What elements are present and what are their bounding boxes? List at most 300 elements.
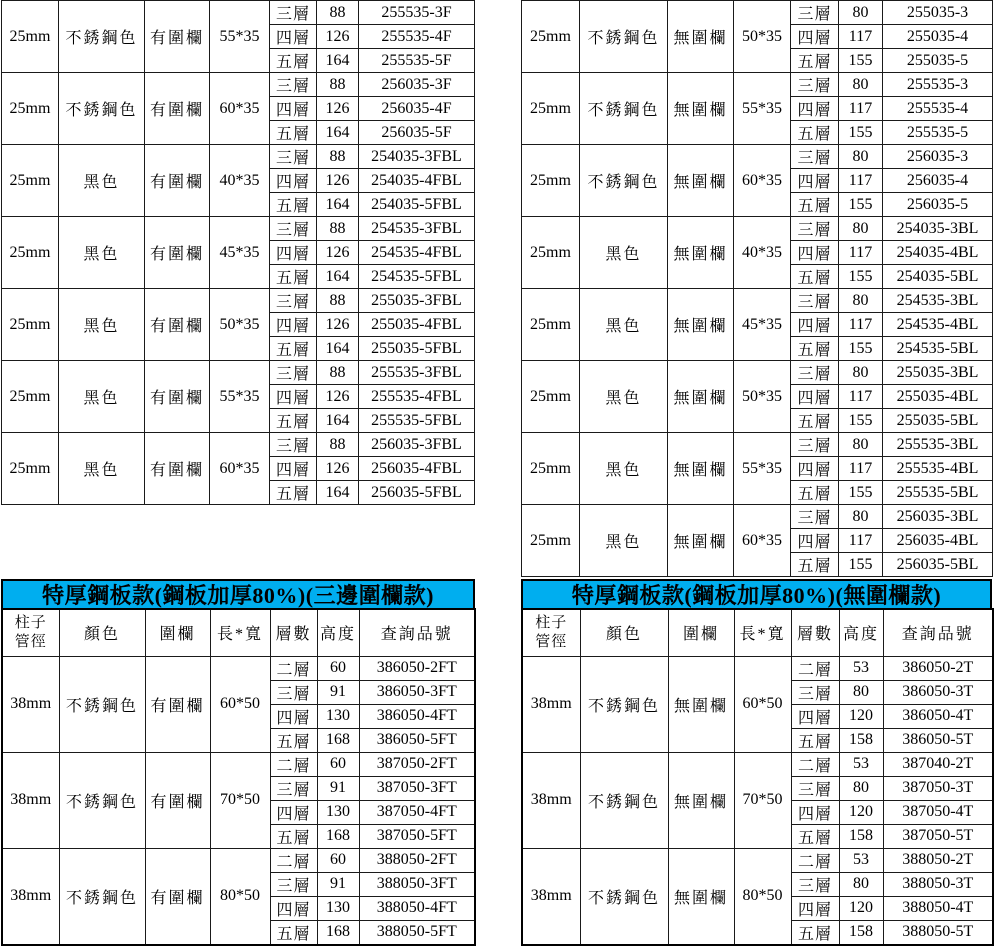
cell-height: 126 xyxy=(317,97,359,121)
col-header-pipe-diameter-line: 管徑 xyxy=(14,633,47,650)
cell-height: 126 xyxy=(317,25,359,49)
cell-pipe-diameter: 38mm xyxy=(522,656,580,752)
cell-pipe-diameter: 25mm xyxy=(2,73,59,145)
cell-height: 155 xyxy=(839,481,883,505)
cell-layer: 五層 xyxy=(270,337,317,361)
cell-pipe-diameter: 25mm xyxy=(522,289,580,361)
cell-height: 130 xyxy=(317,800,359,824)
cell-color: 不銹鋼色 xyxy=(580,848,668,945)
cell-code: 255035-4 xyxy=(883,25,993,49)
cell-layer: 二層 xyxy=(791,848,839,872)
col-header-pipe-diameter xyxy=(2,609,59,656)
cell-code: 255035-4FBL xyxy=(359,313,475,337)
cell-height: 155 xyxy=(839,265,883,289)
cell-layer: 四層 xyxy=(270,241,317,265)
table-row xyxy=(2,752,475,776)
cell-height: 117 xyxy=(839,241,883,265)
cell-size: 60*35 xyxy=(734,505,791,577)
cell-color: 不銹鋼色 xyxy=(59,73,145,145)
cell-height: 164 xyxy=(317,193,359,217)
cell-fence: 無圍欄 xyxy=(668,848,734,945)
cell-pipe-diameter: 25mm xyxy=(522,1,580,73)
cell-layer: 四層 xyxy=(270,313,317,337)
cell-code: 256035-3F xyxy=(359,73,475,97)
cell-fence: 無圍欄 xyxy=(668,505,734,577)
cell-size: 70*50 xyxy=(210,752,270,848)
cell-code: 255535-3 xyxy=(883,73,993,97)
cell-size: 60*50 xyxy=(734,656,791,752)
cell-height: 80 xyxy=(839,145,883,169)
cell-height: 120 xyxy=(839,896,883,920)
cell-height: 164 xyxy=(317,481,359,505)
table-row xyxy=(522,505,993,529)
cell-code: 255535-5FBL xyxy=(359,409,475,433)
cell-layer: 三層 xyxy=(270,145,317,169)
cell-layer: 三層 xyxy=(270,289,317,313)
cell-layer: 五層 xyxy=(270,409,317,433)
cell-layer: 三層 xyxy=(791,289,839,313)
table-row xyxy=(522,361,993,385)
cell-size: 80*50 xyxy=(734,848,791,945)
cell-code: 255035-3BL xyxy=(883,361,993,385)
cell-code: 256035-5BL xyxy=(883,553,993,577)
cell-code: 254035-5BL xyxy=(883,265,993,289)
cell-height: 88 xyxy=(317,145,359,169)
cell-code: 255535-4 xyxy=(883,97,993,121)
panel-38mm-unfenced xyxy=(521,579,994,946)
cell-color: 不銹鋼色 xyxy=(59,656,145,752)
table-row xyxy=(522,656,993,680)
cell-code: 388050-4FT xyxy=(359,896,475,920)
cell-layer: 五層 xyxy=(791,553,839,577)
cell-height: 126 xyxy=(317,169,359,193)
cell-color: 黑色 xyxy=(580,505,668,577)
cell-pipe-diameter: 25mm xyxy=(2,1,59,73)
cell-height: 80 xyxy=(839,361,883,385)
cell-layer: 三層 xyxy=(791,872,839,896)
cell-height: 80 xyxy=(839,872,883,896)
table-row xyxy=(522,752,993,776)
cell-code: 254035-4FBL xyxy=(359,169,475,193)
cell-fence: 無圍欄 xyxy=(668,433,734,505)
cell-height: 126 xyxy=(317,385,359,409)
cell-layer: 三層 xyxy=(791,433,839,457)
cell-color: 黑色 xyxy=(59,217,145,289)
cell-layer: 三層 xyxy=(791,776,839,800)
cell-height: 80 xyxy=(839,217,883,241)
cell-layer: 二層 xyxy=(270,848,317,872)
cell-code: 387050-3FT xyxy=(359,776,475,800)
cell-code: 255535-5 xyxy=(883,121,993,145)
cell-code: 255035-5 xyxy=(883,49,993,73)
cell-size: 50*35 xyxy=(734,1,791,73)
cell-height: 155 xyxy=(839,409,883,433)
cell-color: 黑色 xyxy=(59,433,145,505)
cell-code: 254035-3BL xyxy=(883,217,993,241)
col-header-fence: 圍欄 xyxy=(668,609,734,656)
cell-code: 256035-4FBL xyxy=(359,457,475,481)
cell-pipe-diameter: 25mm xyxy=(522,505,580,577)
cell-height: 117 xyxy=(839,25,883,49)
cell-color: 黑色 xyxy=(580,433,668,505)
col-header-code: 查詢品號 xyxy=(359,609,475,656)
cell-code: 256035-3BL xyxy=(883,505,993,529)
col-header-height: 高度 xyxy=(839,609,883,656)
cell-layer: 四層 xyxy=(791,529,839,553)
cell-layer: 四層 xyxy=(791,385,839,409)
cell-layer: 五層 xyxy=(270,265,317,289)
cell-size: 45*35 xyxy=(210,217,270,289)
table-25mm-unfenced xyxy=(521,0,993,577)
cell-fence: 有圍欄 xyxy=(145,361,210,433)
cell-layer: 四層 xyxy=(270,704,317,728)
cell-layer: 四層 xyxy=(270,896,317,920)
cell-layer: 四層 xyxy=(791,704,839,728)
cell-code: 386050-3T xyxy=(883,680,993,704)
cell-height: 164 xyxy=(317,49,359,73)
cell-size: 55*35 xyxy=(210,1,270,73)
cell-color: 不銹鋼色 xyxy=(580,145,668,217)
cell-layer: 三層 xyxy=(270,776,317,800)
cell-height: 53 xyxy=(839,752,883,776)
cell-height: 80 xyxy=(839,680,883,704)
cell-layer: 四層 xyxy=(791,169,839,193)
cell-pipe-diameter: 38mm xyxy=(2,848,59,945)
cell-code: 254035-3FBL xyxy=(359,145,475,169)
cell-code: 254535-5FBL xyxy=(359,265,475,289)
cell-layer: 五層 xyxy=(791,265,839,289)
cell-code: 388050-2FT xyxy=(359,848,475,872)
cell-fence: 無圍欄 xyxy=(668,217,734,289)
cell-layer: 二層 xyxy=(791,656,839,680)
cell-size: 70*50 xyxy=(734,752,791,848)
cell-code: 256035-3FBL xyxy=(359,433,475,457)
cell-fence: 有圍欄 xyxy=(145,73,210,145)
cell-code: 386050-5T xyxy=(883,728,993,752)
cell-code: 256035-4F xyxy=(359,97,475,121)
cell-pipe-diameter: 25mm xyxy=(2,217,59,289)
cell-code: 386050-3FT xyxy=(359,680,475,704)
cell-height: 117 xyxy=(839,97,883,121)
table-row xyxy=(2,217,475,241)
cell-size: 60*35 xyxy=(210,433,270,505)
cell-height: 53 xyxy=(839,656,883,680)
cell-height: 126 xyxy=(317,457,359,481)
cell-code: 387050-3T xyxy=(883,776,993,800)
cell-code: 255535-3BL xyxy=(883,433,993,457)
cell-fence: 有圍欄 xyxy=(145,145,210,217)
cell-layer: 五層 xyxy=(270,728,317,752)
cell-size: 50*35 xyxy=(210,289,270,361)
cell-height: 155 xyxy=(839,337,883,361)
cell-size: 45*35 xyxy=(734,289,791,361)
cell-color: 不銹鋼色 xyxy=(59,1,145,73)
cell-code: 256035-3 xyxy=(883,145,993,169)
cell-code: 255535-3FBL xyxy=(359,361,475,385)
cell-height: 168 xyxy=(317,920,359,945)
col-header-fence: 圍欄 xyxy=(145,609,210,656)
cell-code: 387050-2FT xyxy=(359,752,475,776)
cell-code: 255535-4F xyxy=(359,25,475,49)
cell-layer: 五層 xyxy=(791,121,839,145)
cell-height: 80 xyxy=(839,289,883,313)
cell-layer: 五層 xyxy=(791,920,839,945)
cell-fence: 無圍欄 xyxy=(668,1,734,73)
cell-layer: 四層 xyxy=(270,169,317,193)
cell-code: 256035-5FBL xyxy=(359,481,475,505)
cell-code: 256035-4BL xyxy=(883,529,993,553)
cell-pipe-diameter: 25mm xyxy=(2,289,59,361)
cell-height: 168 xyxy=(317,728,359,752)
cell-height: 158 xyxy=(839,824,883,848)
cell-layer: 四層 xyxy=(270,97,317,121)
cell-layer: 三層 xyxy=(791,505,839,529)
cell-height: 91 xyxy=(317,680,359,704)
table-row xyxy=(522,145,993,169)
table-row xyxy=(2,145,475,169)
table-row xyxy=(522,1,993,25)
cell-color: 黑色 xyxy=(59,145,145,217)
cell-code: 255535-5F xyxy=(359,49,475,73)
cell-height: 88 xyxy=(317,433,359,457)
col-header-height: 高度 xyxy=(317,609,359,656)
cell-height: 60 xyxy=(317,752,359,776)
cell-height: 130 xyxy=(317,896,359,920)
cell-layer: 四層 xyxy=(791,800,839,824)
cell-pipe-diameter: 25mm xyxy=(522,433,580,505)
cell-size: 55*35 xyxy=(734,73,791,145)
cell-height: 155 xyxy=(839,49,883,73)
cell-code: 388050-2T xyxy=(883,848,993,872)
cell-code: 254535-3BL xyxy=(883,289,993,313)
table-row xyxy=(522,217,993,241)
col-header-pipe-diameter-line: 柱子 xyxy=(535,615,568,631)
cell-pipe-diameter: 25mm xyxy=(2,433,59,505)
cell-height: 88 xyxy=(317,289,359,313)
cell-layer: 五層 xyxy=(270,49,317,73)
table-row xyxy=(2,289,475,313)
cell-code: 254035-5FBL xyxy=(359,193,475,217)
cell-color: 黑色 xyxy=(580,361,668,433)
cell-layer: 三層 xyxy=(791,1,839,25)
cell-size: 55*35 xyxy=(734,433,791,505)
cell-code: 255535-4FBL xyxy=(359,385,475,409)
cell-height: 91 xyxy=(317,872,359,896)
cell-height: 168 xyxy=(317,824,359,848)
cell-fence: 無圍欄 xyxy=(668,752,734,848)
cell-layer: 五層 xyxy=(791,728,839,752)
cell-code: 386050-2T xyxy=(883,656,993,680)
cell-pipe-diameter: 38mm xyxy=(2,752,59,848)
cell-size: 50*35 xyxy=(734,361,791,433)
cell-height: 164 xyxy=(317,337,359,361)
cell-code: 254535-5BL xyxy=(883,337,993,361)
cell-size: 55*35 xyxy=(210,361,270,433)
cell-layer: 三層 xyxy=(270,680,317,704)
cell-code: 388050-3T xyxy=(883,872,993,896)
cell-color: 不銹鋼色 xyxy=(59,752,145,848)
cell-code: 388050-5T xyxy=(883,920,993,945)
cell-code: 255535-4BL xyxy=(883,457,993,481)
cell-layer: 五層 xyxy=(270,193,317,217)
cell-pipe-diameter: 25mm xyxy=(522,73,580,145)
cell-layer: 二層 xyxy=(270,752,317,776)
cell-height: 164 xyxy=(317,265,359,289)
cell-code: 387050-4T xyxy=(883,800,993,824)
cell-fence: 有圍欄 xyxy=(145,1,210,73)
table-row xyxy=(522,433,993,457)
col-header-pipe-diameter xyxy=(522,609,580,656)
cell-code: 256035-5 xyxy=(883,193,993,217)
cell-layer: 四層 xyxy=(270,385,317,409)
cell-code: 388050-3FT xyxy=(359,872,475,896)
cell-height: 88 xyxy=(317,217,359,241)
col-header-layers: 層數 xyxy=(270,609,317,656)
table-38mm-unfenced xyxy=(521,608,994,946)
cell-height: 60 xyxy=(317,848,359,872)
table-row xyxy=(522,848,993,872)
cell-height: 88 xyxy=(317,361,359,385)
table-row xyxy=(2,656,475,680)
cell-code: 254535-4BL xyxy=(883,313,993,337)
cell-size: 60*50 xyxy=(210,656,270,752)
cell-height: 53 xyxy=(839,848,883,872)
cell-height: 155 xyxy=(839,121,883,145)
cell-layer: 五層 xyxy=(791,337,839,361)
cell-code: 387040-2T xyxy=(883,752,993,776)
cell-height: 158 xyxy=(839,920,883,945)
cell-height: 120 xyxy=(839,800,883,824)
cell-fence: 有圍欄 xyxy=(145,848,210,945)
cell-layer: 四層 xyxy=(791,896,839,920)
cell-layer: 五層 xyxy=(791,824,839,848)
cell-fence: 無圍欄 xyxy=(668,361,734,433)
cell-code: 386050-4FT xyxy=(359,704,475,728)
cell-color: 不銹鋼色 xyxy=(580,752,668,848)
cell-height: 158 xyxy=(839,728,883,752)
cell-code: 387050-5T xyxy=(883,824,993,848)
cell-layer: 四層 xyxy=(270,800,317,824)
col-header-size: 長*寬 xyxy=(734,609,791,656)
cell-fence: 有圍欄 xyxy=(145,289,210,361)
cell-layer: 五層 xyxy=(270,920,317,945)
panel-25mm-unfenced xyxy=(521,0,993,577)
cell-layer: 三層 xyxy=(270,217,317,241)
cell-code: 387050-4FT xyxy=(359,800,475,824)
cell-code: 256035-4 xyxy=(883,169,993,193)
cell-layer: 四層 xyxy=(791,25,839,49)
cell-size: 60*35 xyxy=(734,145,791,217)
cell-layer: 二層 xyxy=(270,656,317,680)
cell-layer: 三層 xyxy=(270,1,317,25)
cell-layer: 四層 xyxy=(791,241,839,265)
cell-fence: 有圍欄 xyxy=(145,217,210,289)
cell-height: 155 xyxy=(839,553,883,577)
table-38mm-fenced xyxy=(1,608,476,946)
cell-layer: 三層 xyxy=(270,433,317,457)
cell-fence: 有圍欄 xyxy=(145,752,210,848)
cell-code: 255035-3 xyxy=(883,1,993,25)
cell-height: 126 xyxy=(317,313,359,337)
cell-height: 117 xyxy=(839,313,883,337)
cell-color: 不銹鋼色 xyxy=(580,1,668,73)
cell-code: 255035-3FBL xyxy=(359,289,475,313)
cell-size: 40*35 xyxy=(210,145,270,217)
cell-color: 黑色 xyxy=(59,361,145,433)
cell-fence: 無圍欄 xyxy=(668,145,734,217)
cell-height: 164 xyxy=(317,409,359,433)
cell-code: 254535-4FBL xyxy=(359,241,475,265)
cell-layer: 四層 xyxy=(791,97,839,121)
cell-code: 388050-5FT xyxy=(359,920,475,945)
col-header-pipe-diameter-line: 管徑 xyxy=(535,633,568,650)
col-header-pipe-diameter-line: 柱子 xyxy=(14,615,47,631)
cell-code: 386050-2FT xyxy=(359,656,475,680)
table-row xyxy=(2,433,475,457)
col-header-size: 長*寬 xyxy=(210,609,270,656)
cell-height: 80 xyxy=(839,776,883,800)
cell-color: 黑色 xyxy=(580,289,668,361)
cell-height: 130 xyxy=(317,704,359,728)
cell-fence: 無圍欄 xyxy=(668,73,734,145)
cell-color: 不銹鋼色 xyxy=(580,656,668,752)
table-row xyxy=(2,848,475,872)
cell-code: 387050-5FT xyxy=(359,824,475,848)
cell-height: 117 xyxy=(839,169,883,193)
cell-height: 126 xyxy=(317,241,359,265)
table-row xyxy=(2,361,475,385)
cell-color: 不銹鋼色 xyxy=(580,73,668,145)
cell-layer: 三層 xyxy=(791,73,839,97)
cell-height: 164 xyxy=(317,121,359,145)
cell-layer: 五層 xyxy=(270,481,317,505)
cell-fence: 有圍欄 xyxy=(145,433,210,505)
cell-pipe-diameter: 38mm xyxy=(522,848,580,945)
cell-size: 60*35 xyxy=(210,73,270,145)
cell-layer: 三層 xyxy=(791,217,839,241)
cell-height: 80 xyxy=(839,73,883,97)
cell-layer: 四層 xyxy=(791,457,839,481)
table-row xyxy=(522,289,993,313)
cell-layer: 三層 xyxy=(270,872,317,896)
cell-pipe-diameter: 38mm xyxy=(522,752,580,848)
cell-pipe-diameter: 25mm xyxy=(2,361,59,433)
section-title-thick-unfenced: 特厚鋼板款(鋼板加厚80%)(無圍欄款) xyxy=(521,579,992,608)
cell-height: 155 xyxy=(839,193,883,217)
cell-code: 255035-5FBL xyxy=(359,337,475,361)
cell-layer: 四層 xyxy=(270,457,317,481)
cell-layer: 二層 xyxy=(791,752,839,776)
cell-layer: 五層 xyxy=(791,193,839,217)
cell-height: 120 xyxy=(839,704,883,728)
cell-code: 254035-4BL xyxy=(883,241,993,265)
cell-layer: 五層 xyxy=(791,481,839,505)
table-row xyxy=(2,1,475,25)
cell-layer: 五層 xyxy=(791,49,839,73)
cell-size: 40*35 xyxy=(734,217,791,289)
cell-pipe-diameter: 25mm xyxy=(522,217,580,289)
cell-height: 60 xyxy=(317,656,359,680)
section-title-thick-fenced: 特厚鋼板款(鋼板加厚80%)(三邊圍欄款) xyxy=(1,579,475,608)
cell-height: 80 xyxy=(839,505,883,529)
panel-38mm-fenced xyxy=(1,579,476,946)
cell-layer: 五層 xyxy=(791,409,839,433)
col-header-code: 查詢品號 xyxy=(883,609,993,656)
cell-code: 255035-4BL xyxy=(883,385,993,409)
cell-height: 117 xyxy=(839,385,883,409)
cell-code: 255535-3F xyxy=(359,1,475,25)
cell-layer: 三層 xyxy=(791,361,839,385)
